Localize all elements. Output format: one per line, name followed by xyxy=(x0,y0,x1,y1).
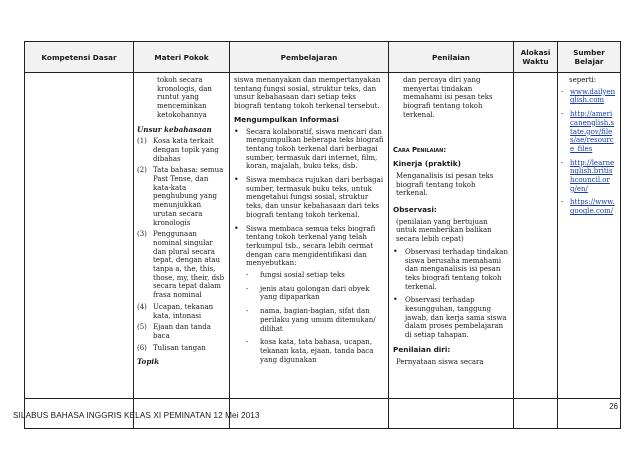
list-item xyxy=(561,198,616,215)
header-materi-pokok: Materi Pokok xyxy=(134,42,230,73)
dash-icon: - xyxy=(561,158,564,167)
item-number: (4) xyxy=(137,302,147,311)
dash-icon: - xyxy=(246,307,249,316)
list-item xyxy=(137,303,225,320)
unsur-list xyxy=(137,137,225,352)
item-text: Siswa membaca semua teks biografi tentang tokoh terkenal yang telah terkumpul tsb., secara lebih cermat dengan cara mengidentifikasi dan menyebutkan: xyxy=(246,224,376,268)
list-item xyxy=(246,271,384,280)
header-pembelajaran: Pembelajaran xyxy=(230,42,389,73)
list-item xyxy=(393,296,509,340)
unsur-kebahasaan-title: Unsur kebahasaan xyxy=(137,124,212,134)
item-text: Tulisan tangan xyxy=(153,343,206,352)
header-alokasi-waktu: Alokasi Waktu xyxy=(514,42,558,73)
item-text: jenis atau golongan dari obyek yang dipaparkan xyxy=(260,284,370,302)
item-number: (6) xyxy=(137,343,147,352)
list-item xyxy=(246,307,384,333)
cara-penilaian-heading: Cara Penilaian: xyxy=(393,145,447,154)
observasi-text: (penilaian yang bertujuan untuk memberikan balikan secara lebih cepat) xyxy=(396,217,492,244)
sumber-intro-text: seperti: xyxy=(569,76,597,84)
observasi-bullet-list xyxy=(393,248,509,340)
cell-pembelajaran xyxy=(230,73,389,429)
item-text: Kosa kata terkait dengan topik yang dibahas xyxy=(153,137,219,163)
item-text: fungsi sosial setiap teks xyxy=(260,271,345,280)
list-item xyxy=(561,88,616,105)
resource-link[interactable]: http://learnenglish.britishcouncil.org/en/ xyxy=(570,158,615,193)
list-item xyxy=(561,110,616,154)
item-text: Ucapan, tekanan kata, intonasi xyxy=(153,302,214,320)
kinerja-text: Menganalisis isi pesan teks biografi tentang tokoh terkenal. xyxy=(396,171,494,198)
item-text: Tata bahasa: semua Past Tense, dan kata-kata penghubung yang menunjukkan urutan secara kronologis xyxy=(153,166,224,227)
list-item xyxy=(234,176,384,220)
observasi-heading: Observasi: xyxy=(393,205,437,215)
pembelajaran-bullet-list xyxy=(234,128,384,370)
cell-materi-pokok xyxy=(134,73,230,429)
mengumpulkan-informasi-heading: Mengumpulkan Informasi xyxy=(234,114,339,124)
page-number: 26 xyxy=(609,402,618,411)
list-item xyxy=(137,166,225,227)
dash-icon: - xyxy=(561,87,564,96)
list-item xyxy=(137,344,225,353)
cell-penilaian xyxy=(389,73,514,429)
footer-title: SILABUS BAHASA INGGRIS KELAS XI PEMINATAN 12 Mei 2013 xyxy=(13,411,260,420)
table-header-row xyxy=(25,42,621,73)
bullet-icon: • xyxy=(234,223,239,233)
item-text: Observasi terhadap tindakan siswa berusaha memahami dan menganalisis isi pesan teks biografi tentang tokoh terkenal. xyxy=(405,247,508,291)
dash-icon: - xyxy=(561,110,564,119)
item-text: kosa kata, tata bahasa, ucapan, tekanan kata, ejaan, tanda baca yang digunakan xyxy=(260,338,374,364)
dash-icon: - xyxy=(246,338,249,347)
header-penilaian: Penilaian xyxy=(389,42,514,73)
item-text: Observasi terhadap kesungguhan, tanggung jawab, dan kerja sama siswa dalam proses pembelajaran di setiap tahapan. xyxy=(405,296,507,340)
penilaian-continued-text: dan percaya diri yang menyertai tindakan memahami isi pesan teks biografi tentang tokoh terkenal. xyxy=(403,76,493,119)
resource-link[interactable]: www.dailyenglish.com xyxy=(570,87,616,105)
item-number: (3) xyxy=(137,230,147,239)
list-item xyxy=(246,285,384,302)
item-number: (5) xyxy=(137,323,147,332)
bullet-icon: • xyxy=(393,246,398,256)
list-item xyxy=(561,159,616,194)
penilaian-diri-text: Pernyataan siswa secara xyxy=(396,357,484,366)
pembelajaran-continued-text: siswa menanyakan dan mempertanyakan tentang fungsi sosial, struktur teks, dan unsur kebahasaan dari setiap teks biografi tentang tokoh terkenal tersebut. xyxy=(234,76,381,111)
list-item xyxy=(234,225,384,370)
dash-icon: - xyxy=(246,284,249,293)
list-item xyxy=(246,338,384,364)
footer-divider xyxy=(24,398,620,399)
header-kompetensi-dasar: Kompetensi Dasar xyxy=(25,42,134,73)
bullet-icon: • xyxy=(234,175,239,185)
item-text: Secara kolaboratif, siswa mencari dan mengumpulkan beberapa teks biografi tentang tokoh terkenal dari berbagai sumber, termasuk dari internet, film, koran, majalah, buku teks, dsb. xyxy=(246,127,384,171)
list-item xyxy=(234,128,384,172)
identification-dash-list xyxy=(246,271,384,364)
dash-icon: - xyxy=(561,198,564,207)
materi-continued-text: tokoh secara kronologis, dan runtut yang menceminkan ketokohannya xyxy=(157,76,212,119)
list-item xyxy=(137,230,225,300)
syllabus-table xyxy=(24,41,621,429)
cell-alokasi-waktu xyxy=(514,73,558,429)
item-text: Siswa membaca rujukan dari berbagai sumber, termasuk buku teks, untuk mengetahui fungsi sosial, struktur teks, dan unsur kebahasaan dari teks biografi tentang tokoh terkenal. xyxy=(246,176,384,219)
kinerja-heading: Kinerja (praktik) xyxy=(393,159,461,169)
item-number: (2) xyxy=(137,166,147,175)
sumber-link-list xyxy=(561,88,616,216)
resource-link[interactable]: http://americanenglish.state.gov/files/ae/resource_files xyxy=(570,110,615,153)
table-row xyxy=(25,73,621,429)
list-item xyxy=(137,137,225,163)
list-item xyxy=(137,323,225,340)
bullet-icon: • xyxy=(234,126,239,136)
resource-link[interactable]: https://www.google.com/ xyxy=(570,198,615,216)
penilaian-diri-heading: Penilaian diri: xyxy=(393,344,451,354)
list-item xyxy=(393,248,509,292)
cell-sumber-belajar xyxy=(558,73,621,429)
topik-title: Topik xyxy=(137,357,160,367)
bullet-icon: • xyxy=(393,295,398,305)
item-text: Ejaan dan tanda baca xyxy=(153,323,211,340)
item-text: nama, bagian-bagian, sifat dan perilaku yang umum ditemukan/ dilihat xyxy=(260,307,376,333)
item-text: Penggunaan nominal singular dan plural secara tepat, dengan atau tanpa a, the, this, those, my, their, dsb secara tepat dalam frasa nominal xyxy=(153,230,225,300)
header-sumber-belajar: Sumber Belajar xyxy=(558,42,621,73)
item-number: (1) xyxy=(137,137,147,146)
dash-icon: - xyxy=(246,271,249,280)
cell-kompetensi-dasar xyxy=(25,73,134,429)
